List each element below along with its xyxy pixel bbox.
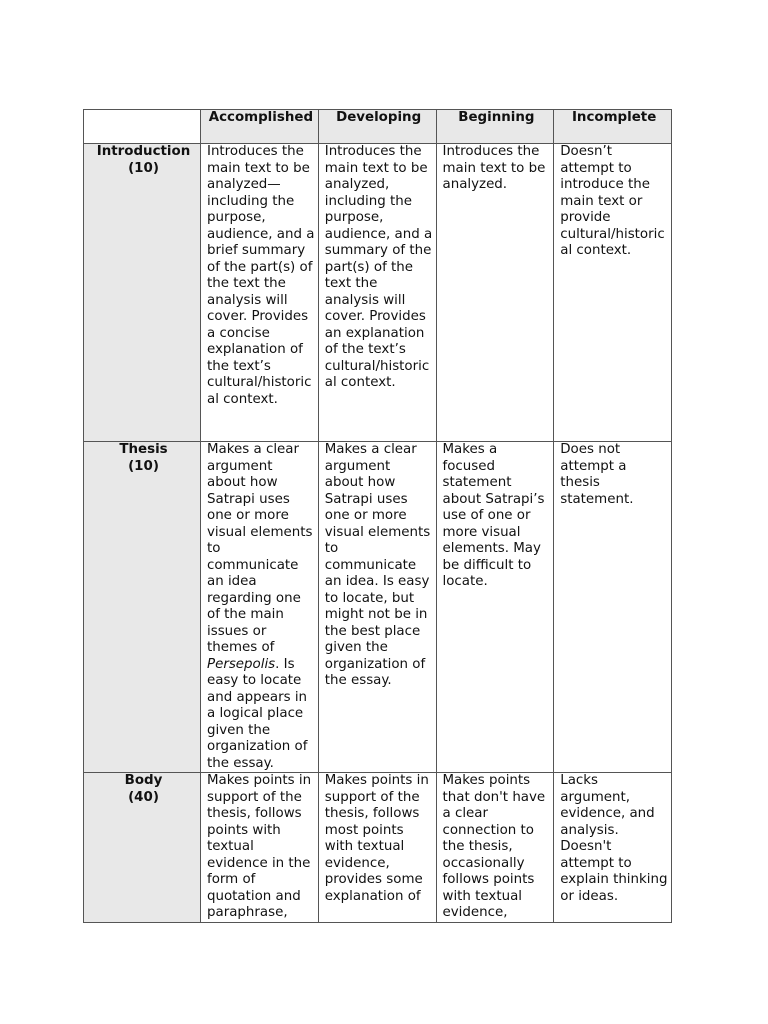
criterion-points: (10) [128, 458, 159, 474]
criterion-name: Introduction [96, 144, 191, 159]
rubric-cell: Introduces the main text to be analyzed. [436, 144, 554, 442]
rubric-cell: Introduces the main text to be analyzed—including the purpose, audience, and a brief summary of the part(s) of the text the analysis will cover. Provides a concise explanation of the text’s cultural/historical context. [201, 144, 319, 442]
rubric-cell: Lacks argument, evidence, and analysis. Doesn't attempt to explain thinking or ideas. [554, 773, 672, 923]
rubric-cell [201, 442, 319, 773]
header-incomplete: Incomplete [554, 110, 672, 144]
table-row [84, 442, 672, 773]
table-row [84, 773, 672, 923]
rubric-cell: Introduces the main text to be analyzed, including the purpose, audience, and a summary of the part(s) of the text the analysis will cover. Provides an explanation of the text’s cultural/historical context. [318, 144, 436, 442]
criterion-points: (10) [128, 160, 159, 176]
rubric-table [83, 109, 672, 923]
criterion-name: Body [124, 773, 163, 788]
criterion-cell-body [84, 773, 201, 923]
criterion-cell-thesis [84, 442, 201, 773]
rubric-cell: Makes points in support of the thesis, follows points with textual evidence in the form of quotation and paraphrase, [201, 773, 319, 923]
criterion-name: Thesis [119, 442, 168, 457]
rubric-cell: Doesn’t attempt to introduce the main text or provide cultural/historical context. [554, 144, 672, 442]
book-title: Persepolis [207, 656, 276, 672]
rubric-cell: Does not attempt a thesis statement. [554, 442, 672, 773]
header-corner-cell [84, 110, 201, 144]
table-row [84, 144, 672, 442]
rubric-cell: Makes points that don't have a clear connection to the thesis, occasionally follows points with textual evidence, [436, 773, 554, 923]
header-beginning: Beginning [436, 110, 554, 144]
rubric-cell: Makes a focused statement about Satrapi’s use of one or more visual elements. May be difficult to locate. [436, 442, 554, 773]
rubric-cell: Makes a clear argument about how Satrapi uses one or more visual elements to communicate an idea. Is easy to locate, but might not be in the best place given the organization of the essay. [318, 442, 436, 773]
criterion-cell-introduction [84, 144, 201, 442]
header-accomplished: Accomplished [201, 110, 319, 144]
rubric-cell: Makes points in support of the thesis, follows most points with textual evidence, provides some explanation of [318, 773, 436, 923]
header-developing: Developing [318, 110, 436, 144]
rubric-text: Makes a clear argument about how Satrapi uses one or more visual elements to communicate an idea regarding one of the main issues or themes of [207, 442, 313, 655]
rubric-text: . Is easy to locate and appears in a logical place given the organization of the essay. [207, 656, 308, 771]
criterion-points: (40) [128, 789, 159, 805]
header-row [84, 110, 672, 144]
